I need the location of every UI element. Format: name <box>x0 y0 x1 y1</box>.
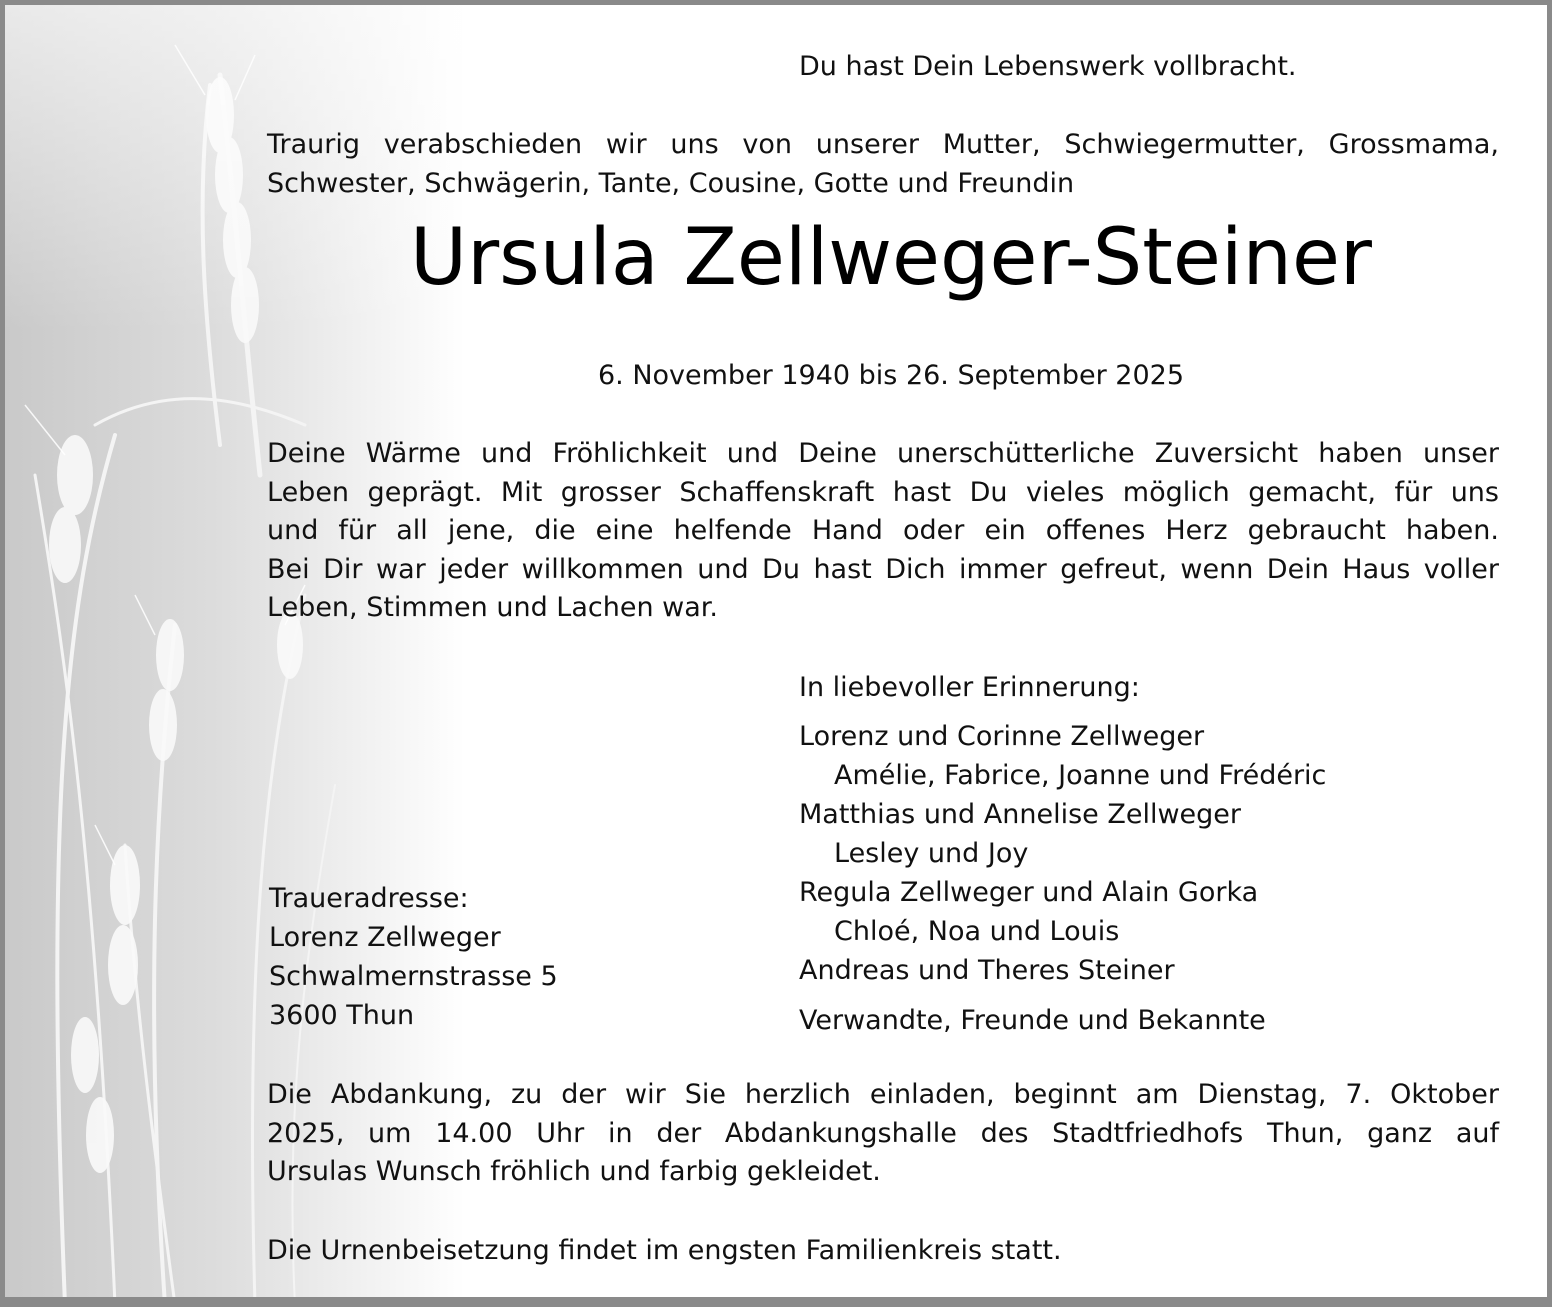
intro-line: Schwester, Schwägerin, Tante, Cousine, Gotte und Freundin <box>267 168 1075 199</box>
burial-note: Die Urnenbeisetzung findet im engsten Familienkreis statt. <box>267 1235 1062 1266</box>
mourners-closing: Verwandte, Freunde und Bekannte <box>799 1005 1266 1036</box>
tribute-line: und für all jene, die eine helfende Hand oder ein offenes Herz gebraucht haben. <box>267 515 1499 546</box>
service-line: Die Abdankung, zu der wir Sie herzlich einladen, beginnt am Dienstag, 7. Oktober <box>267 1079 1499 1110</box>
address-heading: Traueradresse: <box>269 883 469 914</box>
address-name: Lorenz Zellweger <box>269 922 501 953</box>
tribute-line: Leben geprägt. Mit grosser Schaffenskraft hast Du vieles möglich gemacht, für uns <box>267 476 1499 508</box>
mourner-line: Matthias und Annelise Zellweger <box>799 799 1241 830</box>
mourner-line: Lorenz und Corinne Zellweger <box>799 721 1205 752</box>
tribute-text <box>267 435 1499 628</box>
intro-text <box>267 125 1499 203</box>
service-line: Ursulas Wunsch fröhlich und farbig gekleidet. <box>267 1156 881 1187</box>
motto: Du hast Dein Lebenswerk vollbracht. <box>799 51 1297 82</box>
service-text <box>267 1076 1499 1192</box>
tribute-line: Leben, Stimmen und Lachen war. <box>267 592 718 623</box>
intro-line: Traurig verabschieden wir uns von unserer Mutter, Schwiegermutter, Grossmama, <box>267 129 1499 160</box>
tribute-line: Bei Dir war jeder willkommen und Du hast Dich immer gefreut, wenn Dein Haus voller <box>267 553 1499 585</box>
mourner-line: Chloé, Noa und Louis <box>834 916 1120 947</box>
mourner-line: Amélie, Fabrice, Joanne und Frédéric <box>834 760 1327 791</box>
mourner-line: Regula Zellweger und Alain Gorka <box>799 877 1259 908</box>
address-street: Schwalmernstrasse 5 <box>269 961 558 992</box>
mourners-heading: In liebevoller Erinnerung: <box>799 672 1140 703</box>
tribute-line: Deine Wärme und Fröhlichkeit und Deine unerschütterliche Zuversicht haben unser <box>267 438 1499 469</box>
address-city: 3600 Thun <box>269 1000 415 1031</box>
life-dates: 6. November 1940 bis 26. September 2025 <box>597 360 1185 391</box>
mourner-line: Andreas und Theres Steiner <box>799 955 1175 986</box>
service-line: 2025, um 14.00 Uhr in der Abdankungshalle des Stadtfriedhofs Thun, ganz auf <box>267 1117 1499 1149</box>
mourner-line: Lesley und Joy <box>834 838 1029 869</box>
deceased-name: Ursula Zellweger-Steiner <box>409 213 1372 303</box>
